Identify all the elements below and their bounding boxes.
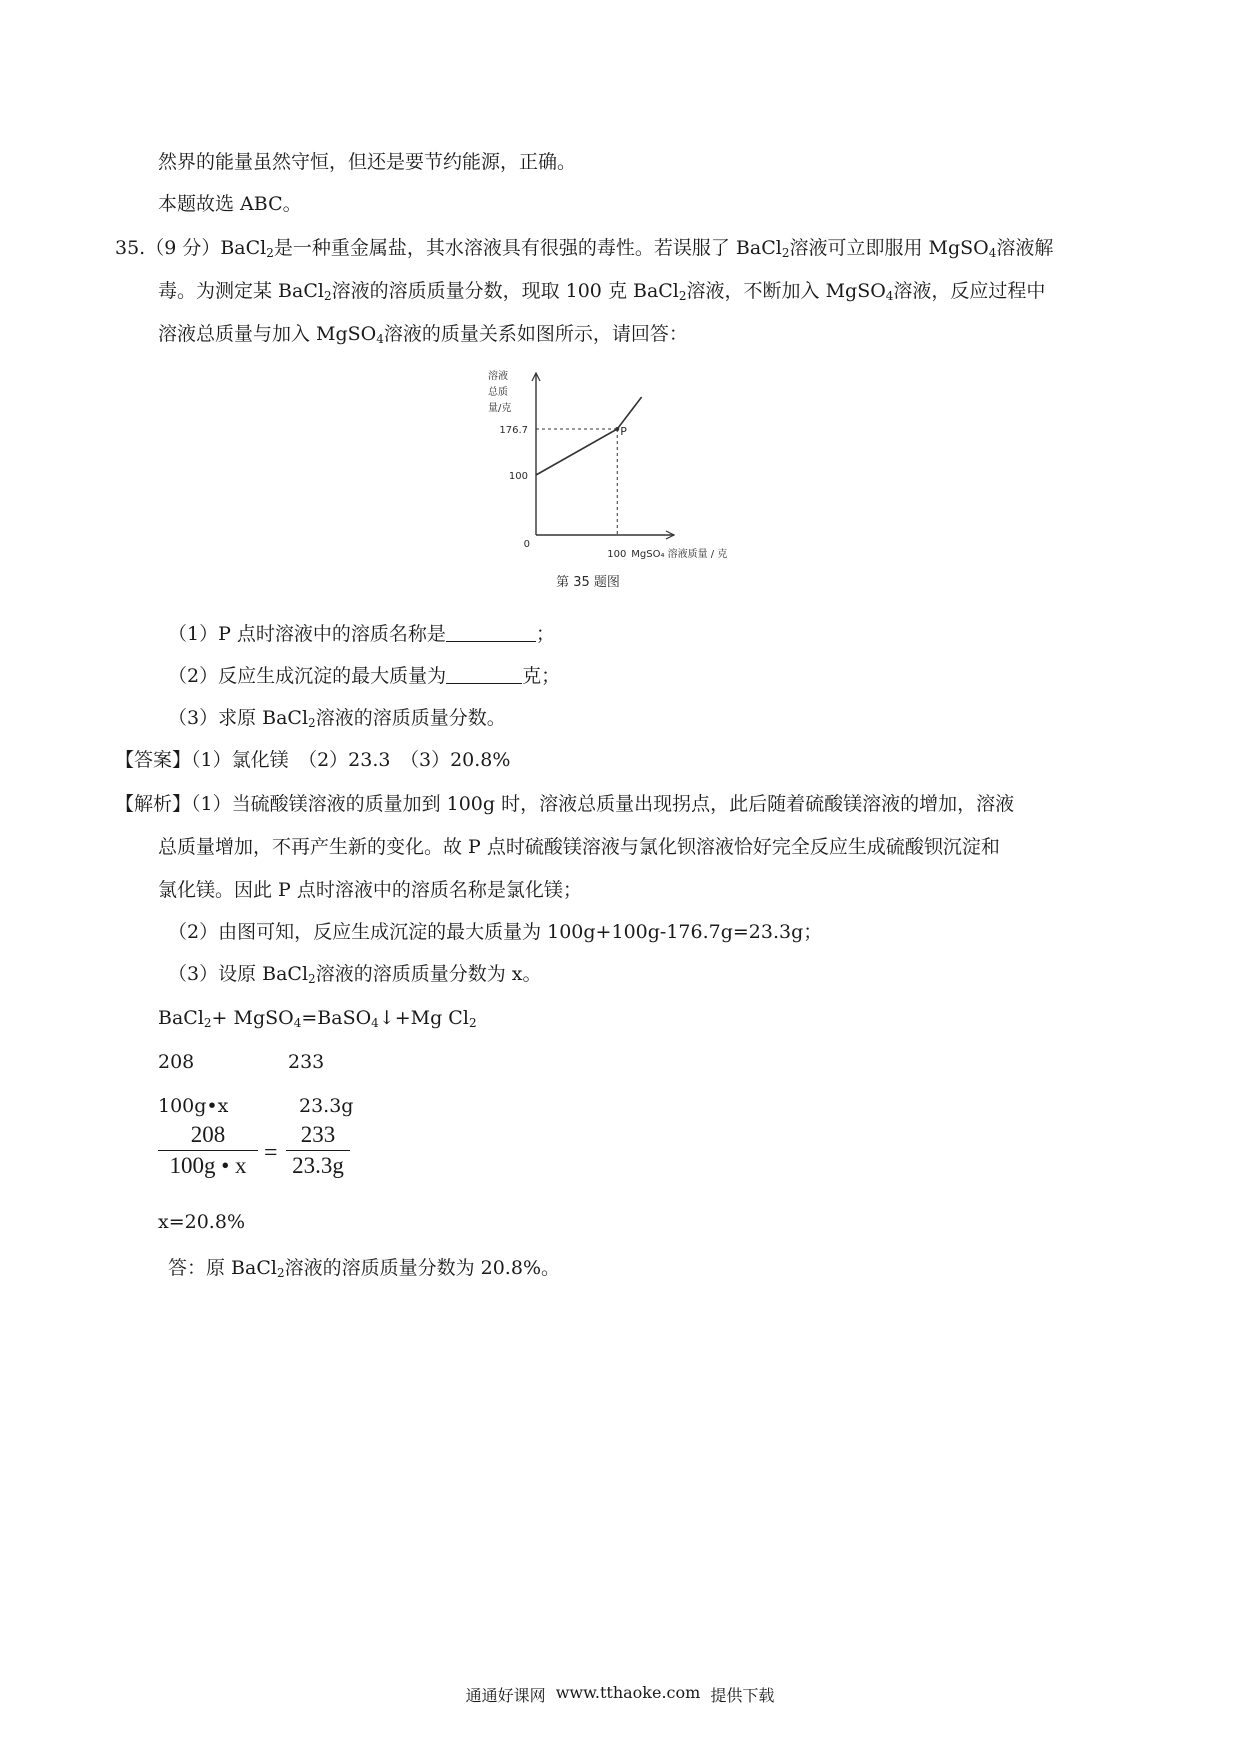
eq-part: =BaSO [301,1007,372,1029]
q-text: 溶液的质量关系如图所示，请回答： [383,323,688,345]
footer-url[interactable]: www.tthaoke.com [555,1683,701,1702]
numerator: 233 [300,1122,336,1147]
x-result: x=20.8% [158,1211,245,1233]
answer-blank-1 [446,623,536,642]
subscript: 2 [323,289,332,303]
analysis-line2: 总质量增加，不再产生新的变化。故 P 点时硫酸镁溶液与氯化钡溶液恰好完全反应生成硫酸钡沉淀和 [158,836,1000,858]
subscript: 4 [293,1016,302,1030]
q-text: 溶液解 [996,237,1054,259]
analysis-line3: 氯化镁。因此 P 点时溶液中的溶质名称是氯化镁； [158,879,582,901]
mass-100g-x: 100g•x [158,1095,229,1117]
mass-233: 233 [288,1051,325,1073]
chemical-equation [158,1006,477,1030]
fraction-left [158,1122,258,1179]
eq-part: ↓+Mg Cl [378,1007,469,1029]
q-text: 溶液，不断加入 MgSO [686,280,886,302]
answer-line: 【答案】（1）氯化镁 （2）23.3 （3）20.8% [115,749,511,771]
line-top-1: 然界的能量虽然守恒，但还是要节约能源，正确。 [158,151,577,173]
figure-35-chart [468,365,768,597]
sub-question-2 [168,664,560,688]
q-text: 毒。为测定某 BaCl [158,280,324,302]
fa-text: 答：原 BaCl [168,1257,277,1279]
q-text: 溶液，反应过程中 [893,280,1046,302]
figure-caption: 第 35 题图 [556,575,620,590]
analysis-line5 [168,962,541,986]
subscript: 2 [276,1266,285,1280]
y-axis-label: 溶液 [488,371,508,382]
mass-208: 208 [158,1051,195,1073]
q-text: 是一种重金属盐，其水溶液具有很强的毒性。若误服了 BaCl [273,237,782,259]
footer-site: 通通好课网 [465,1686,546,1705]
subscript: 4 [371,1016,379,1030]
subscript: 4 [376,332,384,346]
q-text: 35.（9 分）BaCl [115,237,267,259]
footer-tail: 提供下载 [710,1686,775,1705]
q-text: 溶液总质量与加入 MgSO [158,323,377,345]
chart-axes [532,373,674,539]
final-answer [168,1256,560,1280]
y-tick-label: 100 [508,471,528,482]
origin-label: 0 [523,539,530,550]
mass-23-3g: 23.3g [299,1095,354,1117]
sq-text: ； [535,623,555,645]
question-35-line3 [158,322,688,346]
question-35-line2 [158,279,1045,303]
an-text: （3）设原 BaCl [168,963,309,985]
y-axis-label: 总质 [488,387,508,398]
q-text: 溶液可立即服用 MgSO [789,237,989,259]
sub-question-3 [168,706,506,730]
subscript: 2 [308,716,316,730]
analysis-line4: （2）由图可知，反应生成沉淀的最大质量为 100g+100g-176.7g=23.3g； [168,921,823,943]
fraction-right [286,1122,350,1179]
equals-sign: = [264,1140,278,1166]
sq-text: （1）P 点时溶液中的溶质名称是 [168,623,446,645]
eq-part: BaCl [158,1007,204,1029]
x-tick-label: 100 [607,549,627,560]
answer-blank-2 [446,665,522,684]
subscript: 2 [468,1016,477,1030]
point-p [615,427,619,431]
y-axis-label: 量/克 [488,403,512,414]
subscript: 2 [308,972,316,986]
fa-text: 溶液的溶质质量分数为 20.8%。 [284,1257,560,1279]
question-35-line1 [115,236,1053,260]
sq-text: （2）反应生成沉淀的最大质量为 [168,665,447,687]
an-text: 溶液的溶质质量分数为 x。 [315,963,542,985]
subscript: 4 [885,289,894,303]
subscript: 2 [266,246,274,260]
point-p-label: P [620,424,627,438]
q-text: 溶液的溶质质量分数，现取 100 克 BaCl [331,280,679,302]
denominator: 23.3g [292,1153,344,1178]
page-footer [0,1683,1240,1706]
subscript: 4 [988,246,997,260]
line-top-2: 本题故选 ABC。 [158,193,302,215]
sub-question-1 [168,622,555,646]
sq-text: 克； [522,665,561,687]
subscript: 2 [203,1016,212,1030]
y-tick-label: 176.7 [499,424,528,436]
x-axis-label: MgSO₄ 溶液质量 / 克 [631,549,728,560]
eq-part: + MgSO [211,1007,294,1029]
subscript: 2 [678,289,687,303]
analysis-line1: 【解析】（1）当硫酸镁溶液的质量加到 100g 时，溶液总质量出现拐点，此后随着硫酸镁溶液的增加，溶液 [115,793,1015,815]
numerator: 208 [190,1122,226,1147]
sq-text: （3）求原 BaCl [168,707,309,729]
chart-marks [536,397,642,535]
denominator: 100g • x [169,1153,247,1178]
subscript: 2 [781,246,790,260]
sq-text: 溶液的溶质质量分数。 [315,707,506,729]
chart-labels [488,369,727,590]
